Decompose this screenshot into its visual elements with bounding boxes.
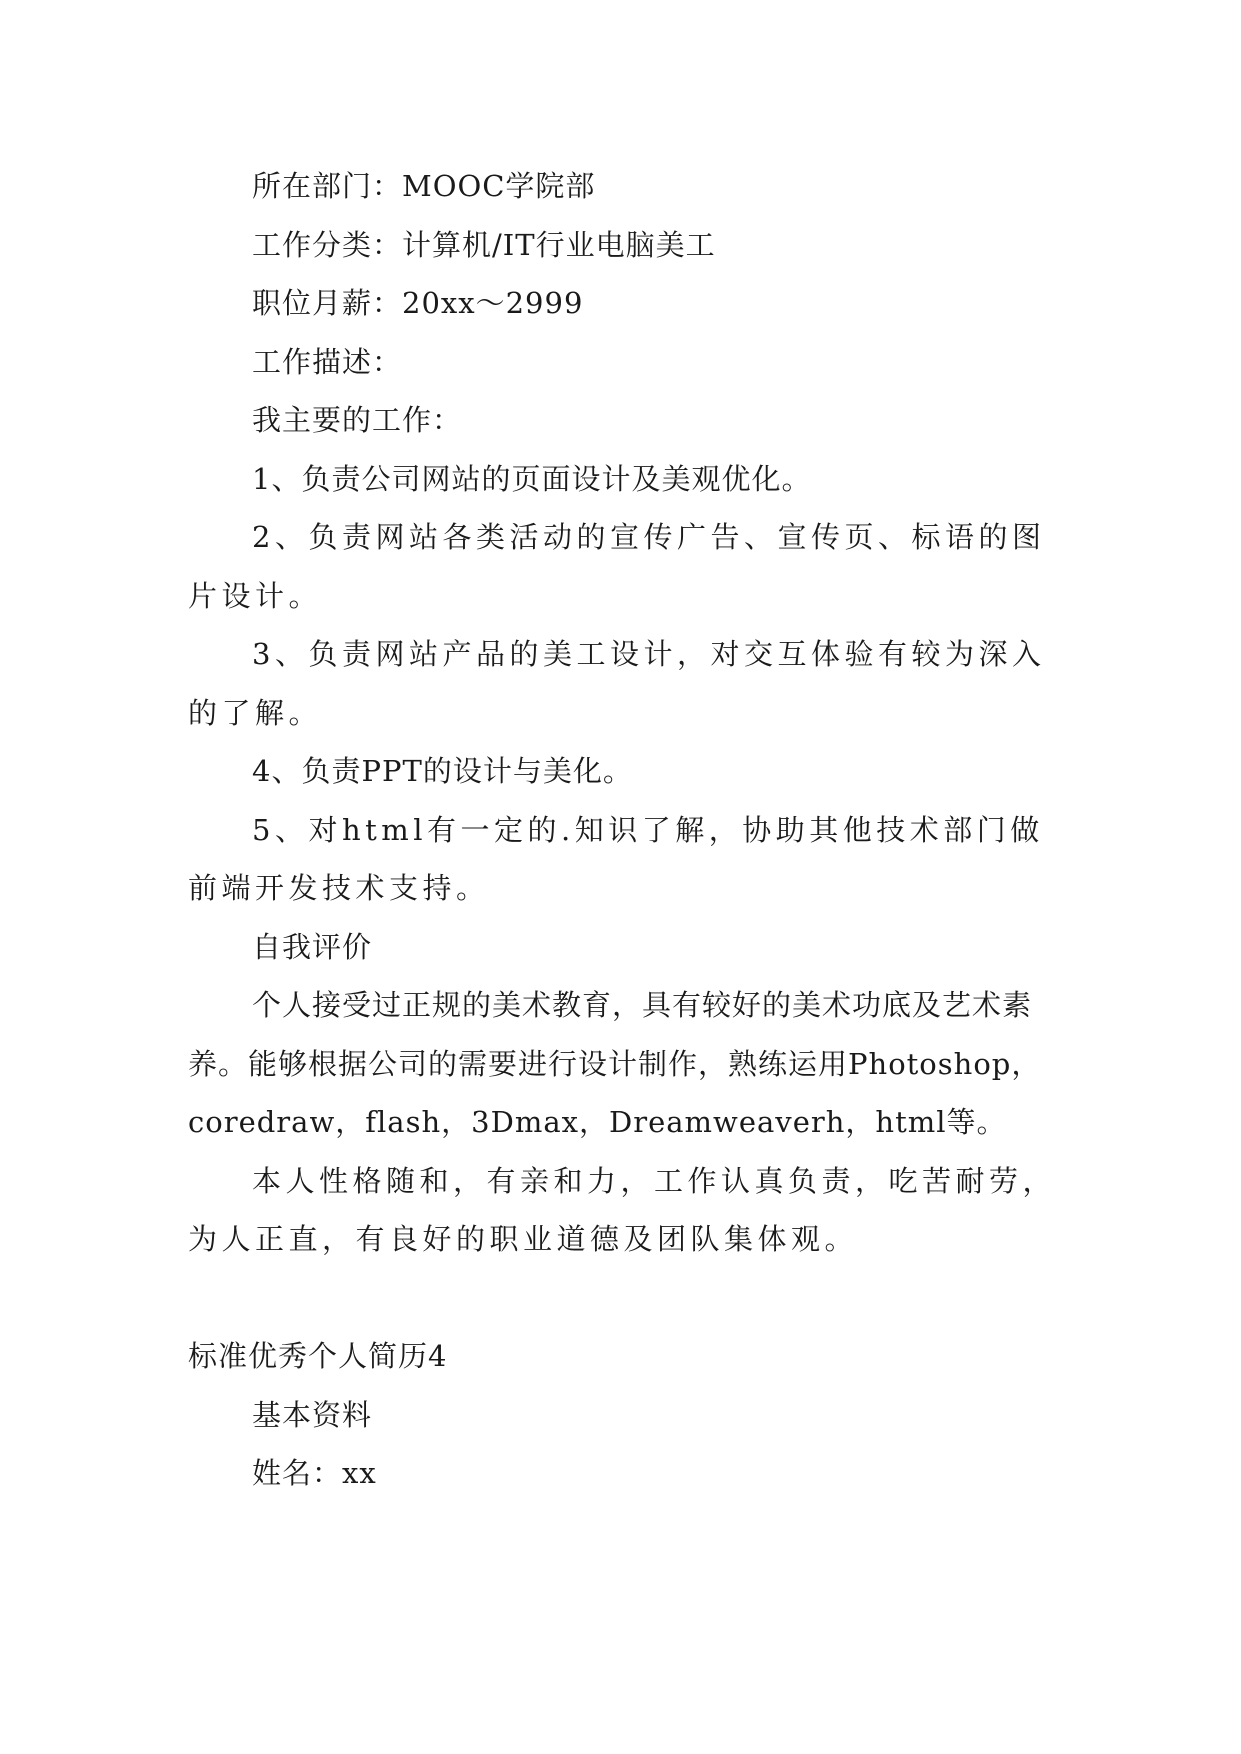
name-line: 姓名：xx [252, 1456, 377, 1490]
self-evaluation-paragraph-1: 个人接受过正规的美术教育，具有较好的美术功底及艺术素养。能够根据公司的需要进行设计制作，熟练运用Photoshop，coredraw，flash，3Dmax，Dreamweaverh，html等。 [188, 988, 1042, 1139]
resume-section-title: 标准优秀个人简历4 [188, 1339, 448, 1373]
main-work-label: 我主要的工作： [252, 403, 463, 437]
document-page [188, 157, 1068, 1503]
duty-item-5: 5、对html有一定的.知识了解，协助其他技术部门做前端开发技术支持。 [188, 812, 1044, 905]
duty-item-4: 4、负责PPT的设计与美化。 [252, 754, 633, 788]
duty-item-3: 3、负责网站产品的美工设计，对交互体验有较为深入的了解。 [188, 637, 1046, 730]
self-evaluation-heading: 自我评价 [252, 929, 373, 964]
job-category-line: 工作分类：计算机/IT行业电脑美工 [252, 227, 716, 262]
duty-item-1: 1、负责公司网站的页面设计及美观优化。 [252, 461, 812, 496]
monthly-salary-line: 职位月薪：20xx～2999 [252, 286, 584, 320]
basic-info-heading: 基本资料 [252, 1397, 373, 1432]
department-line: 所在部门：MOOC学院部 [252, 169, 596, 203]
job-description-label: 工作描述： [252, 344, 403, 379]
self-evaluation-paragraph-2: 本人性格随和，有亲和力，工作认真负责，吃苦耐劳，为人正直，有良好的职业道德及团队集体观。 [188, 1163, 1057, 1256]
section-spacer [188, 1269, 1068, 1328]
duty-item-2: 2、负责网站各类活动的宣传广告、宣传页、标语的图片设计。 [188, 520, 1046, 613]
